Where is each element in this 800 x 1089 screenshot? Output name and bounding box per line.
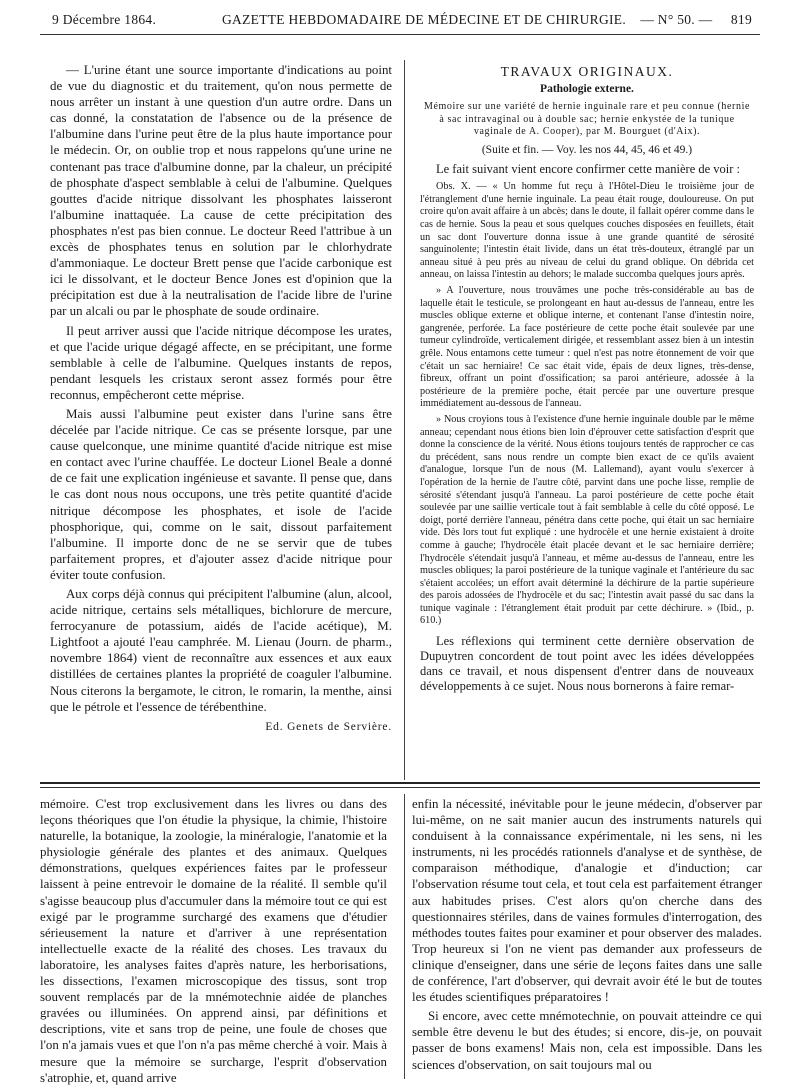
- feuilleton-paragraph: mémoire. C'est trop exclusivement dans les livres ou dans des leçons théoriques que l'on étudie la physique, la chimie, l'histoire naturelle, la botanique, la zoologie, la minéralogie, l'anatomie et la physiologie générale des plantes et des animaux. Quelques démonstrations, quelques expériences faites par le professeur laissent à peine entrevoir le domaine de la réalité. Il semble qu'il s'agisse beaucoup plus d'accumuler dans la mémoire tout ce qui est exigé par le programme surchargé des examens que d'étudier sérieusement la nature et d'arriver à une représentation intellectuelle exacte de la réalité des choses. Les travaux du laboratoire, les analyses faites d'après nature, les herborisations, les dissections, l'examen microscopique des tissus, sont trop souvent remplacés par de la mnémotechnie aidée de planches gravées ou illuminées. On apprend ainsi, par définitions et descriptions, vite et sans trop de peine, une foule de choses que l'on n'a jamais vues et que l'on n'a pas même cherché à voir. Mais à mesure que la mémoire se surcharge, l'esprit d'observation s'atrophie, et, quand arrive: [40, 797, 387, 1085]
- observation-paragraph: » A l'ouverture, nous trouvâmes une poche très-considérable au bas de laquelle était le testicule, se prolongeant en haut au-dessus de l'anneau, entre les muscles oblique externe et oblique interne, et contenant l'anse d'intestin noire, gangrenée, perforée. La face postérieure de cette poche était soulevée par une tumeur cylindroïde, verticalement dirigée, et ressemblant assez bien à un intestin grêle. Nous entamons cette tumeur : quel n'est pas notre étonnement de voir que c'était un sac herniaire! Ce sac était vide, épais de deux lignes, très-dense, fibreux, offrant un point d'ossification; sa paroi antérieure, adossée à la postérieure de la première poche, était percée par une ouverture presque immédiatement au-dessous de l'anneau.: [420, 285, 754, 410]
- issue-and-page: [640, 12, 752, 28]
- paragraph: Mais aussi l'albumine peut exister dans l'urine sans être décelée par l'acide nitrique. Ce cas se présente lorsque, par une cause quelconque, une minime quantité d'acide nitrique est mise en contact avec l'urine chauffée. Le docteur Lionel Beale a donné de ce fait une explication ingénieuse et savante. Il pense que, dans le cas dont nous nous occupons, une très petite quantité d'acide nitrique décompose les phosphates, et isole de l'acide phosphorique, qui, comme on le sait, dissout parfaitement l'albumine. Il importe donc de ne se servir que de tubes parfaitement propres, et d'ajouter assez d'acide nitrique pour éviter toute confusion.: [50, 406, 392, 582]
- observation-paragraph: » Nous croyions tous à l'existence d'une hernie inguinale double par le même anneau; cependant nous étions bien loin d'éprouver cette satisfaction d'esprit que donne la conscience de la vérité. Nous étions toujours tentés de rapprocher ce cas du précédent, sans nous rendre un compte bien exact de ce qu'ils avaient d'analogue, lorsque l'un de nous (M. Lallemand), ayant voulu s'exercer à l'opération de la hernie de l'autre côté, parvint dans une poche lisse, remplie de sérosité s'étendant jusqu'à l'anneau. La paroi postérieure de cette poche était soulevée par une saillie verticale tout à fait semblable à celle du côté opposé. Le doigt, porté derrière l'anneau, pénétra dans cette poche, qui était un sac herniaire vide. Dès lors tout fut expliqué : une hydrocèle et une hernie existaient à droite comme à gauche; l'hydrocèle était placée devant et le sac herniaire derrière; l'hydrocèle s'étendait jusqu'à l'anneau, et même au-dessus de l'anneau, entre les muscles obliques; la paroi postérieure de la tunique vaginale et l'antérieure du sac s'étaient accolées; un effort avait déterminé la déchirure de la partie supérieure des parois adossées de l'hydrocèle et du sac; l'intestin avait passé du sac dans la tunique vaginale : l'étranglement était produit par cette déchirure. » (Ibid., p. 610.): [420, 413, 754, 627]
- lead-sentence: Le fait suivant vient encore confirmer cette manière de voir :: [436, 162, 741, 177]
- feuilleton-paragraph: enfin la nécessité, inévitable pour le jeune médecin, d'observer par lui-même, on ne sait manier aucun des instruments naturels qui conduisent à la connaissance expérimentale, ni les sens, ni les instruments, ni les procédés rationnels d'analyse et de synthèse, de comparaison méthodique, d'analogie et d'induction; car l'observation résume tout cela, et tout cela est parfaitement étranger aux habitudes prises. C'est alors qu'on cherche dans des questionnaires stériles, dans de vaines formules d'interrogation, des méthodes toutes faites pour examiner et pour observer des malades. Trop heureux si l'on ne vient pas demander aux professeurs de clinique d'enseigner, dans une série de leçons faites dans une salle de conférence, l'art d'observer, qui devrait avoir été le but de toutes les études scientifiques préparatoires !: [412, 797, 762, 1005]
- feuilleton-rule: [40, 782, 760, 784]
- closing-paragraph: Les réflexions qui terminent cette dernière observation de Dupuytren concordent de tout point avec les idées développées dans ce travail, et nous dispensent d'entrer dans de nouveaux développements à ce sujet. Nous nous bornerons à faire remar-: [420, 634, 754, 694]
- issue-number: — N° 50. —: [640, 12, 713, 27]
- section-heading: TRAVAUX ORIGINAUX.: [500, 66, 674, 79]
- issue-date: 9 Décembre 1864.: [52, 12, 157, 27]
- top-left-column: [50, 62, 392, 735]
- author-signature: Ed. Genets de Servière.: [265, 720, 392, 733]
- journal-title: GAZETTE HEBDOMADAIRE DE MÉDECINE ET DE CHIRURGIE.: [222, 12, 627, 27]
- page-number: 819: [730, 12, 752, 27]
- paragraph: — L'urine étant une source importante d'indications au point de vue du diagnostic et du traitement, qu'on nous permette de nous arrêter un instant à une question d'un autre ordre. Dans un cas donné, la constatation de l'absence ou de la présence de l'albumine dans l'urine peut être de la plus haute importance pour le médecin. Or, on oublie trop et nous rappelons qu'une urine ne contenant pas trace d'albumine donne, par la chaleur, un précipité de phosphate d'aspect semblable à celui de l'albumine. Quelques gouttes d'acide nitrique dissolvant les phosphates laisseront l'albumine inattaquée. La cause de cette précipitation des phosphates n'est pas bien connue. Le docteur Reed l'attribue à un excès de phosphates tenus en solution par le chlorhydrate d'ammoniaque. Le docteur Brett pense que l'acide carbonique est ici le dissolvant, et le docteur Bence Jones est d'opinion que la précipitation est due à la neutralisation de l'acide libre de l'urine par un alcali ou par le phosphate de soude ordinaire.: [50, 63, 392, 319]
- feuilleton-rule-thin: [40, 787, 760, 788]
- memoir-title: Mémoire sur une variété de hernie inguinale rare et peu connue (hernie à sac intravaginal ou à double sac; hernie enkystée de la tunique vaginale de A. Cooper), par M. Bourguet (d'Aix).: [423, 101, 751, 138]
- bottom-column-divider: [404, 794, 405, 1079]
- bottom-left-column: [40, 796, 387, 1089]
- continuation-note: (Suite et fin. — Voy. les nos 44, 45, 46 et 49.): [481, 143, 693, 156]
- bottom-right-column: [412, 796, 762, 1076]
- header-rule: [40, 34, 760, 35]
- paragraph: Il peut arriver aussi que l'acide nitrique décompose les urates, et que l'acide urique dégagé affecte, en se précipitant, une forme semblable à celle de l'albumine. Quelques instants de repos, pendant lesquels les cristaux seront assez formés pour être reconnus, empêcheront cette méprise.: [50, 323, 392, 402]
- paragraph: Aux corps déjà connus qui précipitent l'albumine (alun, alcool, acide nitrique, certains sels métalliques, bichlorure de mercure, ferrocyanure de potassium, aidés de l'acide acétique), M. Lightfoot a ajouté l'eau camphrée. M. Lienau (Journ. de pharm., novembre 1864) vient de reconnaître aux essences et aux eaux distillées de certaines plantes la propriété de coaguler l'albumine. Nous citerons la bergamote, le citron, le romarin, la menthe, ainsi que le pétrole et l'essence de térébenthine.: [50, 587, 392, 714]
- page-header: [52, 8, 752, 30]
- subsection-heading: Pathologie externe.: [540, 82, 634, 95]
- top-right-column: [420, 66, 754, 694]
- top-column-divider: [404, 60, 405, 780]
- feuilleton-paragraph: Si encore, avec cette mnémotechnie, on pouvait atteindre ce qui semble être devenu le but des études; si encore, dis-je, on pouvait passer de bons examens! Mais non, cela est impossible. Dans les sciences d'observation, on sait toujours mal ou: [412, 1009, 762, 1072]
- observation-paragraph: Obs. X. — « Un homme fut reçu à l'Hôtel-Dieu le troisième jour de l'étranglement d'une hernie inguinale. La peau était rouge, douloureuse. On put croire qu'on avait affaire à un abcès; dans le doute, il fallait opérer comme dans le cas de hernie. Sous la peau et sous quelques couches disposées en feuillets, était un sac dont l'ouverture donna issue à une grande quantité de sérosité sanguinolente; l'intestin était livide, dans un état très-douteux, étranglé par un anneau situé à peu près au niveau de celui du grand oblique. On débrida cet anneau, on laissa l'intestin au dehors; le malade succomba quelques jours après.: [420, 181, 754, 281]
